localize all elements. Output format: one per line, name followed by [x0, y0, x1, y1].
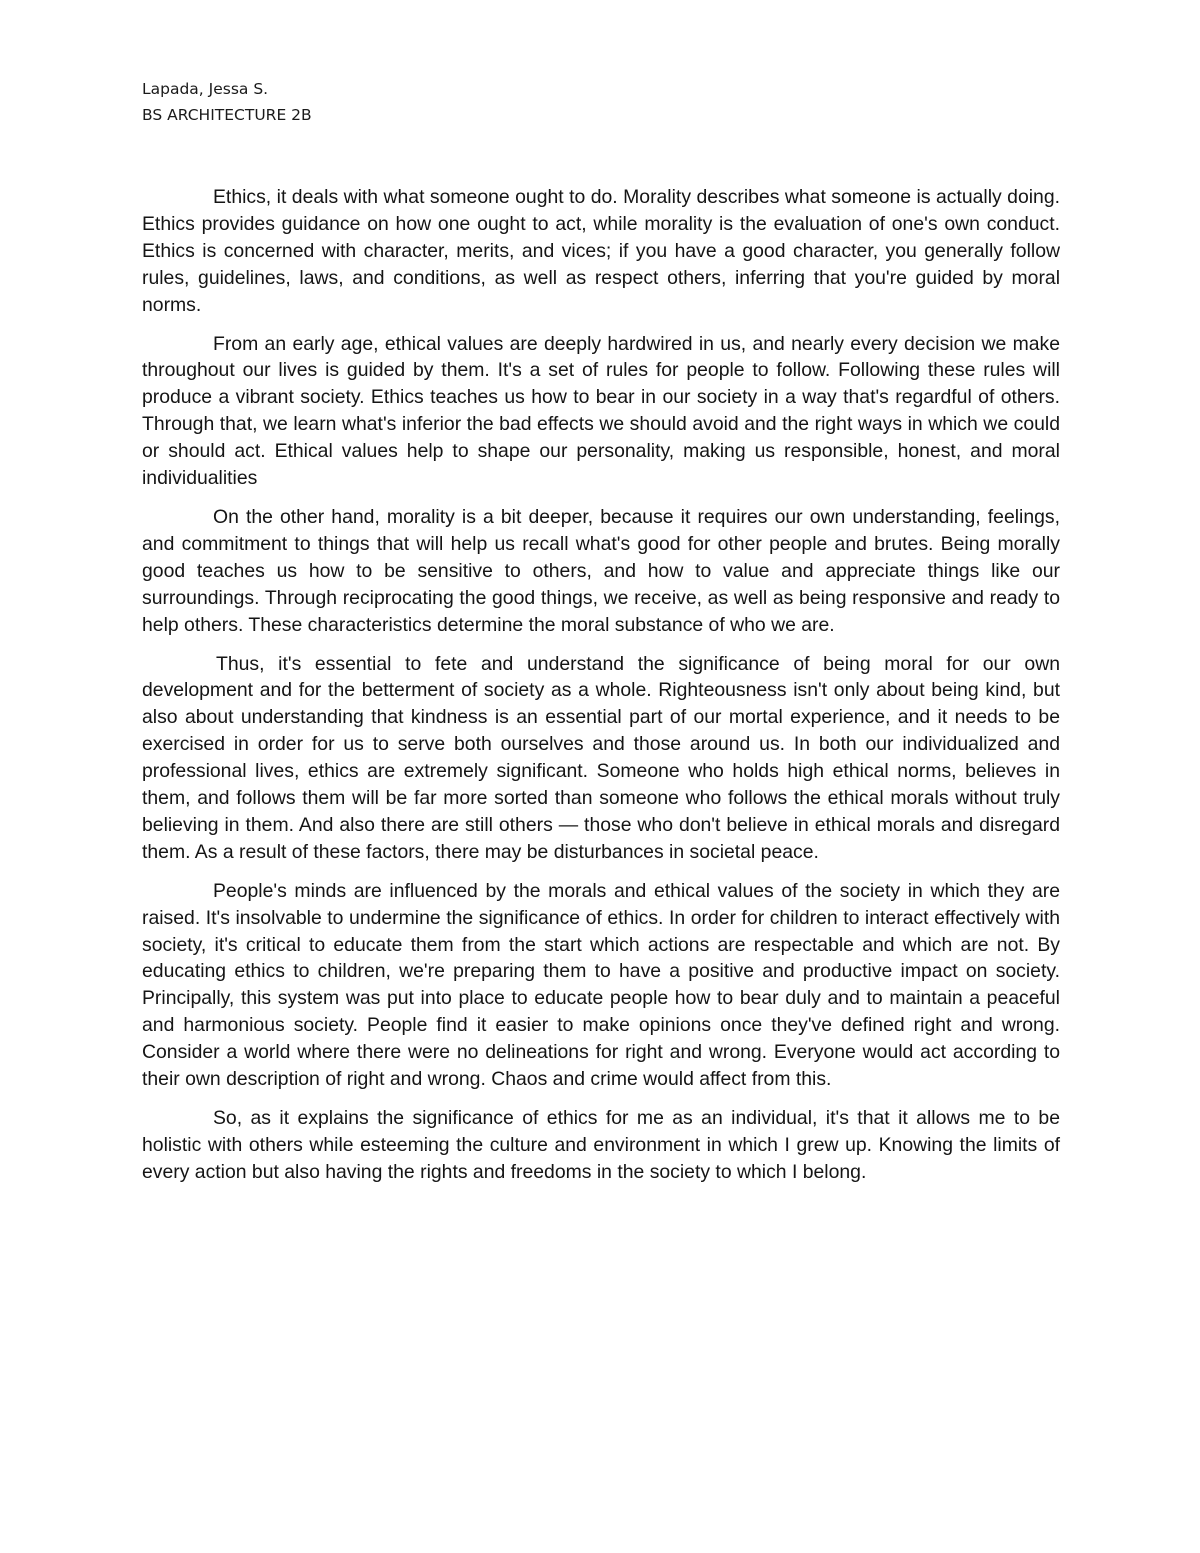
paragraph-morality: On the other hand, morality is a bit deeper, because it requires our own understanding, feelings, and commitment to things that will help us recall what's good for other people and brutes. Being morally good teaches us how to be sensitive to others, and how to value and appreciate things like our surroundings. Through reciprocating the good things, we receive, as well as being responsive and ready to help others. These characteristics determine the moral substance of who we are. — [142, 505, 1060, 636]
paragraph-ethics-definition: Ethics, it deals with what someone ought to do. Morality describes what someone is actually doing. Ethics provides guidance on how one ought to act, while morality is the evaluation of one's own conduct. Ethics is concerned with character, merits, and vices; if you have a good character, you generally follow rules, guidelines, laws, and conditions, as well as respect others, inferring that you're guided by moral norms. — [142, 186, 1060, 316]
paragraph-influence: People's minds are influenced by the morals and ethical values of the society in which they are raised. It's insolvable to undermine the significance of ethics. In order for children to interact effectively with society, it's critical to educate them from the start which actions are respectable and which are not. By educating ethics to children, we're preparing them to have a positive and productive impact on society. Principally, this system was put into place to educate people how to bear duly and to maintain a peaceful and harmonious society. People find it easier to make opinions once they've defined right and wrong. Consider a world where there were no delineations for right and wrong. Everyone would act according to their own description of right and wrong. Chaos and crime would affect from this. — [142, 879, 1060, 1091]
document-body — [142, 184, 1060, 1198]
document-header — [142, 76, 312, 128]
course-section: BS ARCHITECTURE 2B — [142, 106, 312, 124]
paragraph-ethical-values: From an early age, ethical values are deeply hardwired in us, and nearly every decision we make throughout our lives is guided by them. It's a set of rules for people to follow. Following these rules will produce a vibrant society. Ethics teaches us how to bear in our society in a way that's regardful of others. Through that, we learn what's inferior the bad effects we should avoid and the right ways in which we could or should act. Ethical values help to shape our personality, making us responsible, honest, and moral individualities — [142, 332, 1060, 490]
author-name: Lapada, Jessa S. — [142, 80, 269, 98]
paragraph-significance: Thus, it's essential to fete and understand the significance of being moral for our own development and for the betterment of society as a whole. Righteousness isn't only about being kind, but also about understanding that kindness is an essential part of our mortal experience, and it needs to be exercised in order for us to serve both ourselves and those around us. In both our individualized and professional lives, ethics are extremely significant. Someone who holds high ethical norms, believes in them, and follows them will be far more sorted than someone who follows the ethical morals without truly believing in them. And also there are still others — those who don't believe in ethical morals and disregard them. As a result of these factors, there may be disturbances in societal peace. — [142, 652, 1060, 863]
paragraph-conclusion: So, as it explains the significance of ethics for me as an individual, it's that it allows me to be holistic with others while esteeming the culture and environment in which I grew up. Knowing the limits of every action but also having the rights and freedoms in the society to which I belong. — [142, 1107, 1060, 1183]
